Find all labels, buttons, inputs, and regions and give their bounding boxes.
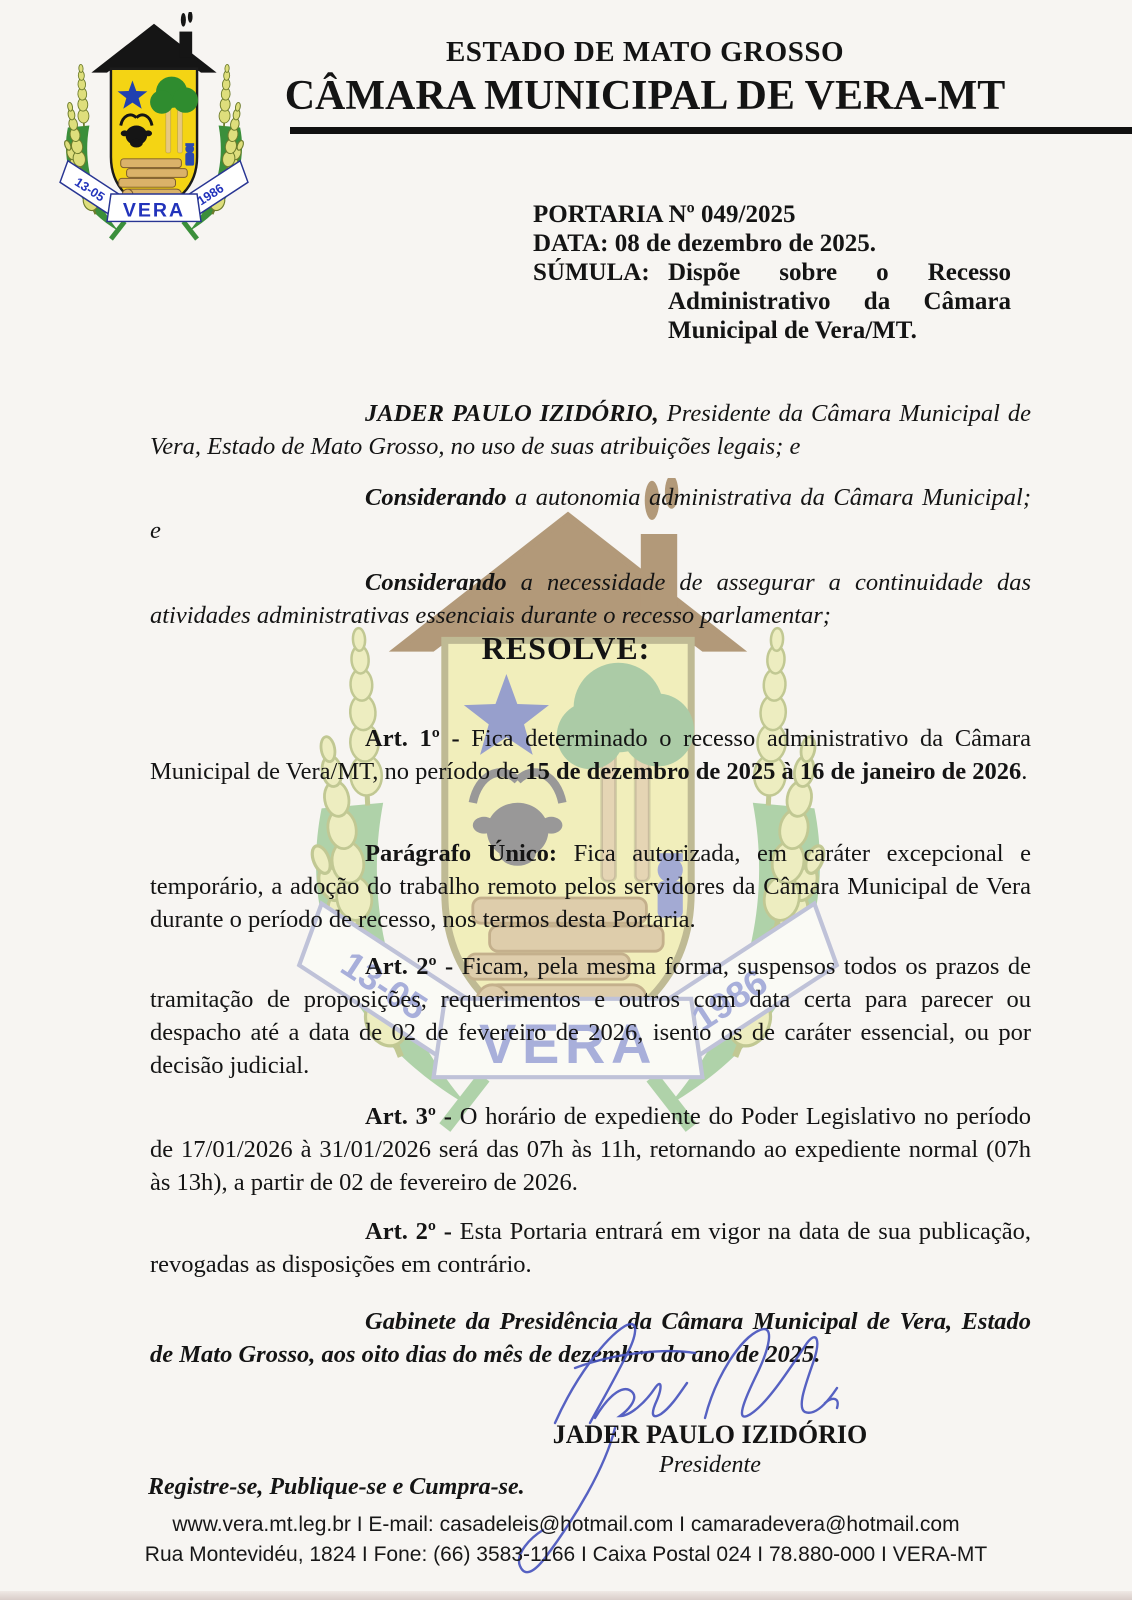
paragrafo-unico-label: Parágrafo Único: xyxy=(365,839,574,867)
footer-address-line: Rua Montevidéu, 1824 I Fone: (66) 3583-1166 I Caixa Postal 024 I 78.880-000 I VERA-MT xyxy=(144,1543,988,1566)
paragraph-art-3 xyxy=(150,1100,1031,1199)
portaria-date: DATA: 08 de dezembro de 2025. xyxy=(533,230,877,257)
coat-of-arms-logo xyxy=(56,12,252,242)
considerando-1-text: a autonomia administrativa da Câmara Municipal; e xyxy=(150,483,1031,544)
header-state: ESTADO DE MATO GROSSO xyxy=(445,36,845,68)
paragraph-art-1 xyxy=(150,722,1031,788)
art-4-text: Esta Portaria entrará em vigor na data de sua publicação, revogadas as disposições em contrário. xyxy=(150,1217,1031,1278)
signer-role: Presidente xyxy=(659,1452,761,1478)
paragraph-art-2 xyxy=(150,950,1031,1082)
art-1-tail: . xyxy=(1021,757,1028,785)
paragraph-paragrafo-unico xyxy=(150,837,1031,936)
art-4-label: Art. 2º - xyxy=(365,1217,460,1245)
art-1-period-bold: 15 de dezembro de 2025 à 16 de janeiro de 2026 xyxy=(525,757,1022,785)
art-2-text: Ficam, pela mesma forma, suspensos todos os prazos de tramitação de proposições, requerimentos e outros com data certa para parecer ou despacho até a data de 02 de fevereiro de 2026, isento os de caráter essencial, ou por decisão judicial. xyxy=(150,952,1031,1079)
paragraph-considerando-2 xyxy=(150,566,1031,632)
paragraph-gabinete: Gabinete da Presidência da Câmara Municipal de Vera, Estado de Mato Grosso, aos oito dias do mês de dezembro do ano de 2025. xyxy=(150,1307,1031,1368)
preamble-text: Presidente da Câmara Municipal de Vera, Estado de Mato Grosso, no uso de suas atribuições legais; e xyxy=(150,399,1031,460)
closing-formula: Registre-se, Publique-se e Cumpra-se. xyxy=(148,1474,525,1500)
art-1-label: Art. 1º - xyxy=(365,724,472,752)
sumula-label: SÚMULA: xyxy=(533,259,650,286)
header-divider xyxy=(290,127,1132,134)
page-title: CÂMARA MUNICIPAL DE VERA-MT xyxy=(284,73,1006,119)
portaria-sumula xyxy=(533,258,1011,345)
paragrafo-unico-text: Fica autorizada, em caráter excepcional e temporário, a adoção do trabalho remoto pelos servidores da Câmara Municipal de Vera durante o período de recesso, nos termos desta Portaria. xyxy=(150,839,1031,933)
scan-bottom-edge xyxy=(0,1591,1132,1600)
signer-name: JADER PAULO IZIDÓRIO xyxy=(552,1420,868,1449)
resolve-heading: RESOLVE: xyxy=(481,630,651,666)
paragraph-art-4 xyxy=(150,1215,1031,1281)
considerando-2-label: Considerando xyxy=(365,568,507,596)
art-3-label: Art. 3º - xyxy=(365,1102,460,1130)
president-name: JADER PAULO IZIDÓRIO, xyxy=(365,399,659,427)
art-3-text: O horário de expediente do Poder Legislativo no período de 17/01/2026 à 31/01/2026 será das 07h às 11h, retornando ao expediente normal (07h às 13h), a partir de 02 de fevereiro de 2026. xyxy=(150,1102,1031,1196)
art-1-text: Fica determinado o recesso administrativo da Câmara Municipal de Vera/MT, no período de xyxy=(150,724,1031,785)
considerando-2-text: a necessidade de assegurar a continuidade das atividades administrativas essenciais durante o recesso parlamentar; xyxy=(150,568,1031,629)
sumula-text: Dispõe sobre o Recesso Administrativo da Câmara Municipal de Vera/MT. xyxy=(668,259,1011,344)
paragraph-considerando-1 xyxy=(150,481,1031,547)
art-2-label: Art. 2º - xyxy=(365,952,462,980)
portaria-number: PORTARIA Nº 049/2025 xyxy=(533,201,796,228)
considerando-1-label: Considerando xyxy=(365,483,507,511)
portaria-block xyxy=(533,200,1011,345)
paragraph-preamble xyxy=(150,397,1031,463)
footer-contact-line: www.vera.mt.leg.br I E-mail: casadeleis@hotmail.com I camaradevera@hotmail.com xyxy=(172,1513,960,1536)
